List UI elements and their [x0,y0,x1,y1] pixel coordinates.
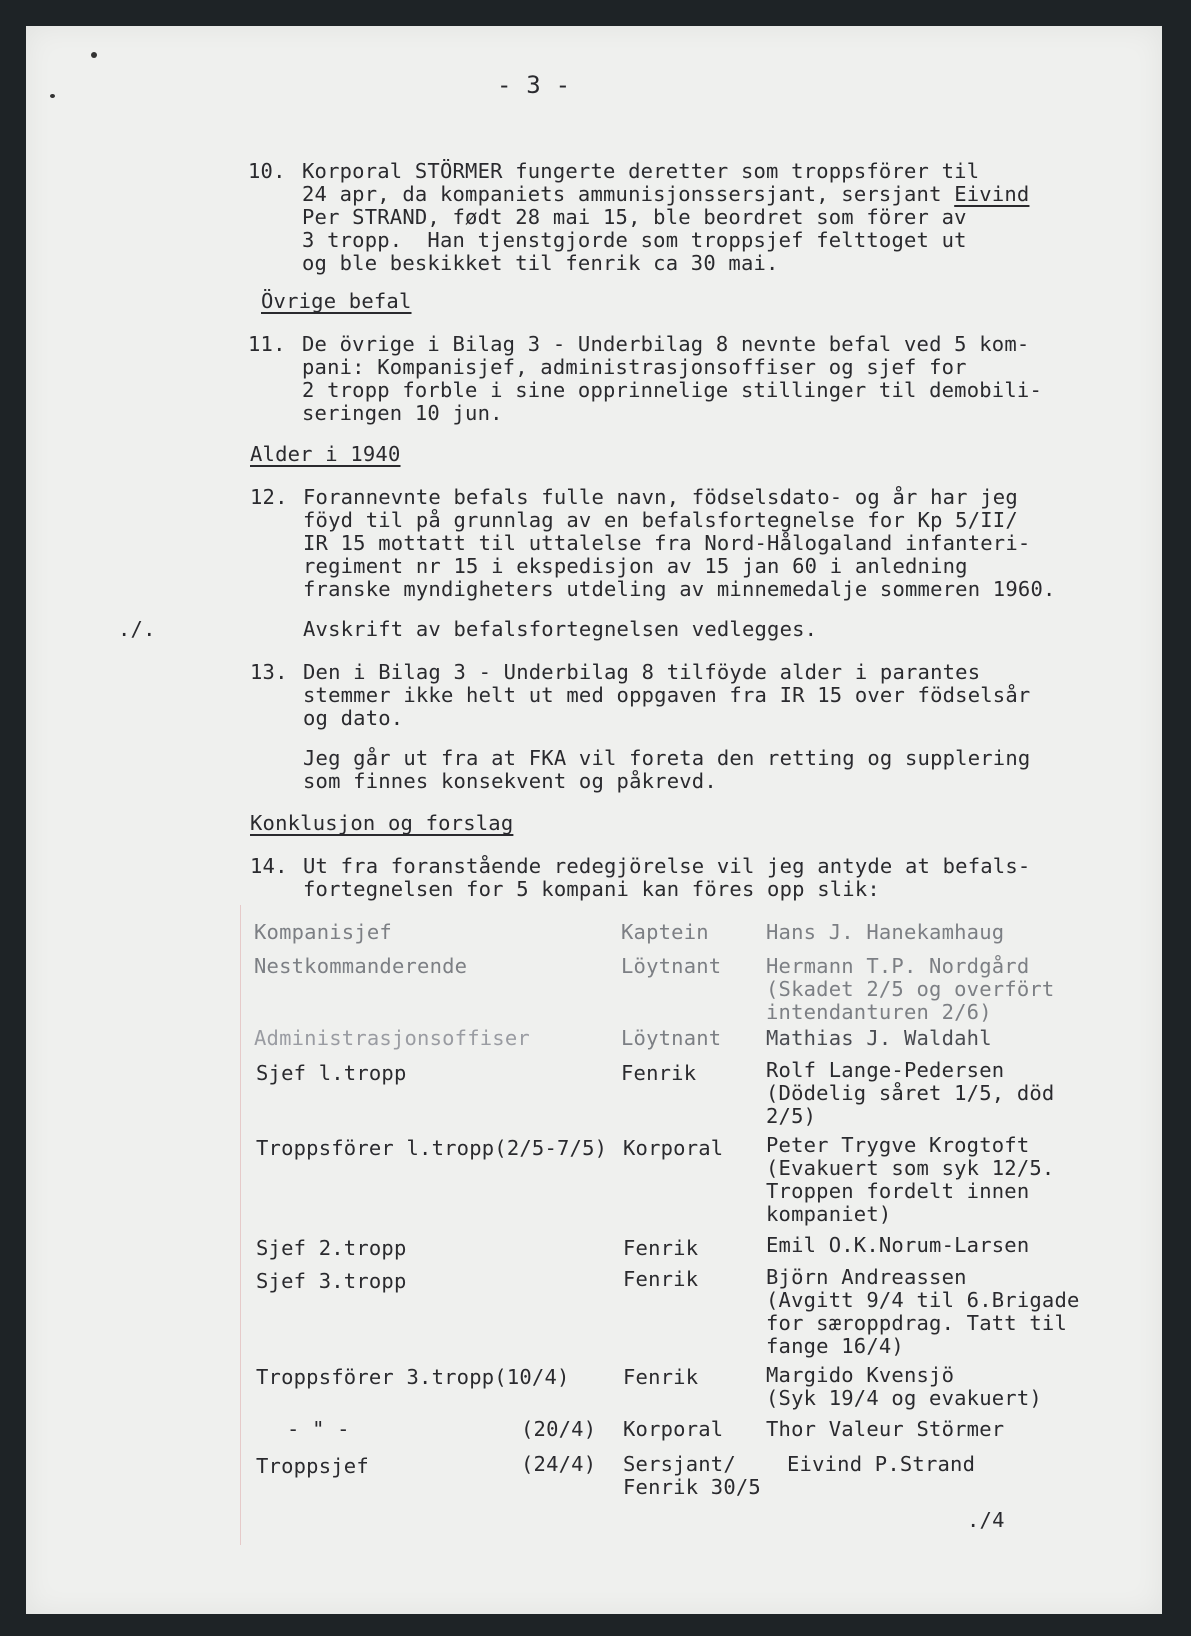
roster-rank: Fenrik [623,1365,699,1389]
name-line: Eivind P.Strand [787,1452,976,1476]
roster-rank: Löytnant [621,1026,722,1050]
text-line: Per STRAND, født 28 mai 15, ble beordret som förer av [302,205,967,229]
roster-role: Troppsförer 3.tropp(10/4) [256,1365,570,1389]
paragraph [303,661,1030,730]
roster-role: Sjef 2.tropp [256,1236,407,1260]
roster-name [766,1234,1029,1257]
roster-role: Kompanisjef [254,920,392,944]
roster-rank-2: Fenrik 30/5 [623,1475,761,1499]
roster-role: Sjef l.tropp [256,1061,407,1085]
text-line: og ble beskikket til fenrik ca 30 mai. [302,251,779,275]
text-line: Jeg går ut fra at FKA vil foreta den retting og supplering [303,746,1031,770]
name-line: (Evakuert som syk 12/5. [766,1156,1055,1180]
roster-name [766,1027,992,1050]
name-line: Margido Kvensjö [766,1363,955,1387]
roster-rank: Fenrik [621,1061,697,1085]
text-line: Ut fra foranstående redegjörelse vil jeg antyde at befals- [303,854,1031,878]
heading-konklusjon: Konklusjon og forslag [250,811,514,835]
avskrift-note: Avskrift av befalsfortegnelsen vedlegges. [303,617,818,641]
text-line: fortegnelsen for 5 kompani kan föres opp slik: [303,877,880,901]
roster-role: Troppsförer l.tropp(2/5-7/5) [256,1136,608,1160]
punch-mark [91,52,97,58]
roster-rank: Sersjant/ [623,1452,736,1476]
name-line: kompaniet) [766,1202,892,1226]
roster-date: (24/4) [521,1452,597,1476]
text-line: som finnes konsekvent og påkrevd. [303,769,717,793]
roster-role: Administrasjonsoffiser [254,1026,530,1050]
punch-mark [50,94,55,98]
name-line: Peter Trygve Krogtoft [766,1133,1030,1157]
roster-date: (20/4) [521,1417,597,1441]
paragraph [303,486,1056,601]
name-line: (Avgitt 9/4 til 6.Brigade [766,1288,1080,1312]
item-number: 11. [248,332,286,356]
paragraph [302,333,1042,425]
name-line: 2/5) [766,1104,817,1128]
item-number: 12. [250,485,288,509]
text-line: stemmer ikke helt ut med oppgaven fra IR 15 over födselsår [303,683,1031,707]
text-line: Den i Bilag 3 - Underbilag 8 tilföyde alder i parantes [303,660,981,684]
roster-rank: Korporal [623,1417,724,1441]
paragraph [303,747,1030,793]
name-line: Troppen fordelt innen [766,1179,1030,1203]
text-line: Forannevnte befals fulle navn, födselsdato- og år har jeg [303,485,1018,509]
roster-name [766,955,1054,1024]
name-line: for særoppdrag. Tatt til [766,1311,1068,1335]
name-line: Hermann T.P. Nordgård [766,954,1030,978]
next-page-ref: ./4 [967,1508,1005,1532]
roster-rank: Korporal [623,1136,724,1160]
text-line: Korporal STÖRMER fungerte deretter som troppsförer til [302,159,980,183]
name-line: Emil O.K.Norum-Larsen [766,1233,1030,1257]
roster-name [766,1134,1054,1226]
name-line: (Dödelig såret 1/5, död [766,1081,1055,1105]
underlined-name: Eivind [954,182,1030,206]
text-line: 3 tropp. Han tjenstgjorde som troppsjef felttoget ut [302,228,967,252]
page-number: - 3 - [497,71,571,99]
heading-alder: Alder i 1940 [250,442,401,466]
roster-name [766,1266,1080,1358]
roster-name [766,1418,1004,1441]
paragraph [302,160,1029,275]
text-line: og dato. [303,706,404,730]
roster-rank: Fenrik [623,1236,699,1260]
roster-name [766,1364,1042,1410]
roster-rank: Kaptein [621,920,709,944]
margin-note: ./. [118,617,156,641]
name-line: Thor Valeur Störmer [766,1417,1005,1441]
roster-role: Nestkommanderende [254,954,468,978]
name-line: Björn Andreassen [766,1265,967,1289]
name-line: Rolf Lange-Pedersen [766,1058,1005,1082]
roster-role: Sjef 3.tropp [256,1269,407,1293]
name-line: (Skadet 2/5 og overfört [766,977,1055,1001]
text-line [302,183,1029,206]
roster-rank: Löytnant [621,954,722,978]
text-line: franske myndigheters utdeling av minnemedalje sommeren 1960. [303,577,1056,601]
name-line: Hans J. Hanekamhaug [766,920,1005,944]
text-line: föyd til på grunnlag av en befalsfortegnelse for Kp 5/II/ [303,508,1018,532]
item-number: 10. [248,159,286,183]
text-line: pani: Kompanisjef, administrasjonsoffiser og sjef for [302,355,967,379]
text-line: IR 15 mottatt til uttalelse fra Nord-Hålogaland infanteri- [303,531,1031,555]
roster-role: - " - [287,1417,350,1441]
roster-name [766,921,1004,944]
text-line: 2 tropp forble i sine opprinnelige stillinger til demobili- [302,378,1042,402]
text-line: regiment nr 15 i ekspedisjon av 15 jan 60 i anledning [303,554,968,578]
item-number: 14. [250,854,288,878]
roster-rank: Fenrik [623,1267,699,1291]
roster-role: Troppsjef [256,1454,369,1478]
name-line: Mathias J. Waldahl [766,1026,992,1050]
text-line: seringen 10 jun. [302,401,503,425]
name-line: (Syk 19/4 og evakuert) [766,1386,1042,1410]
paragraph [303,855,1030,901]
text-line: De övrige i Bilag 3 - Underbilag 8 nevnte befal ved 5 kom- [302,332,1030,356]
margin-rule [240,905,241,1545]
item-number: 13. [250,660,288,684]
text-segment: 24 apr, da kompaniets ammunisjonssersjant, sersjant [302,182,955,206]
roster-name [787,1453,975,1476]
heading-ovrige-befal: Övrige befal [261,289,412,313]
roster-name [766,1059,1054,1128]
name-line: intendanturen 2/6) [766,1000,992,1024]
name-line: fange 16/4) [766,1334,904,1358]
